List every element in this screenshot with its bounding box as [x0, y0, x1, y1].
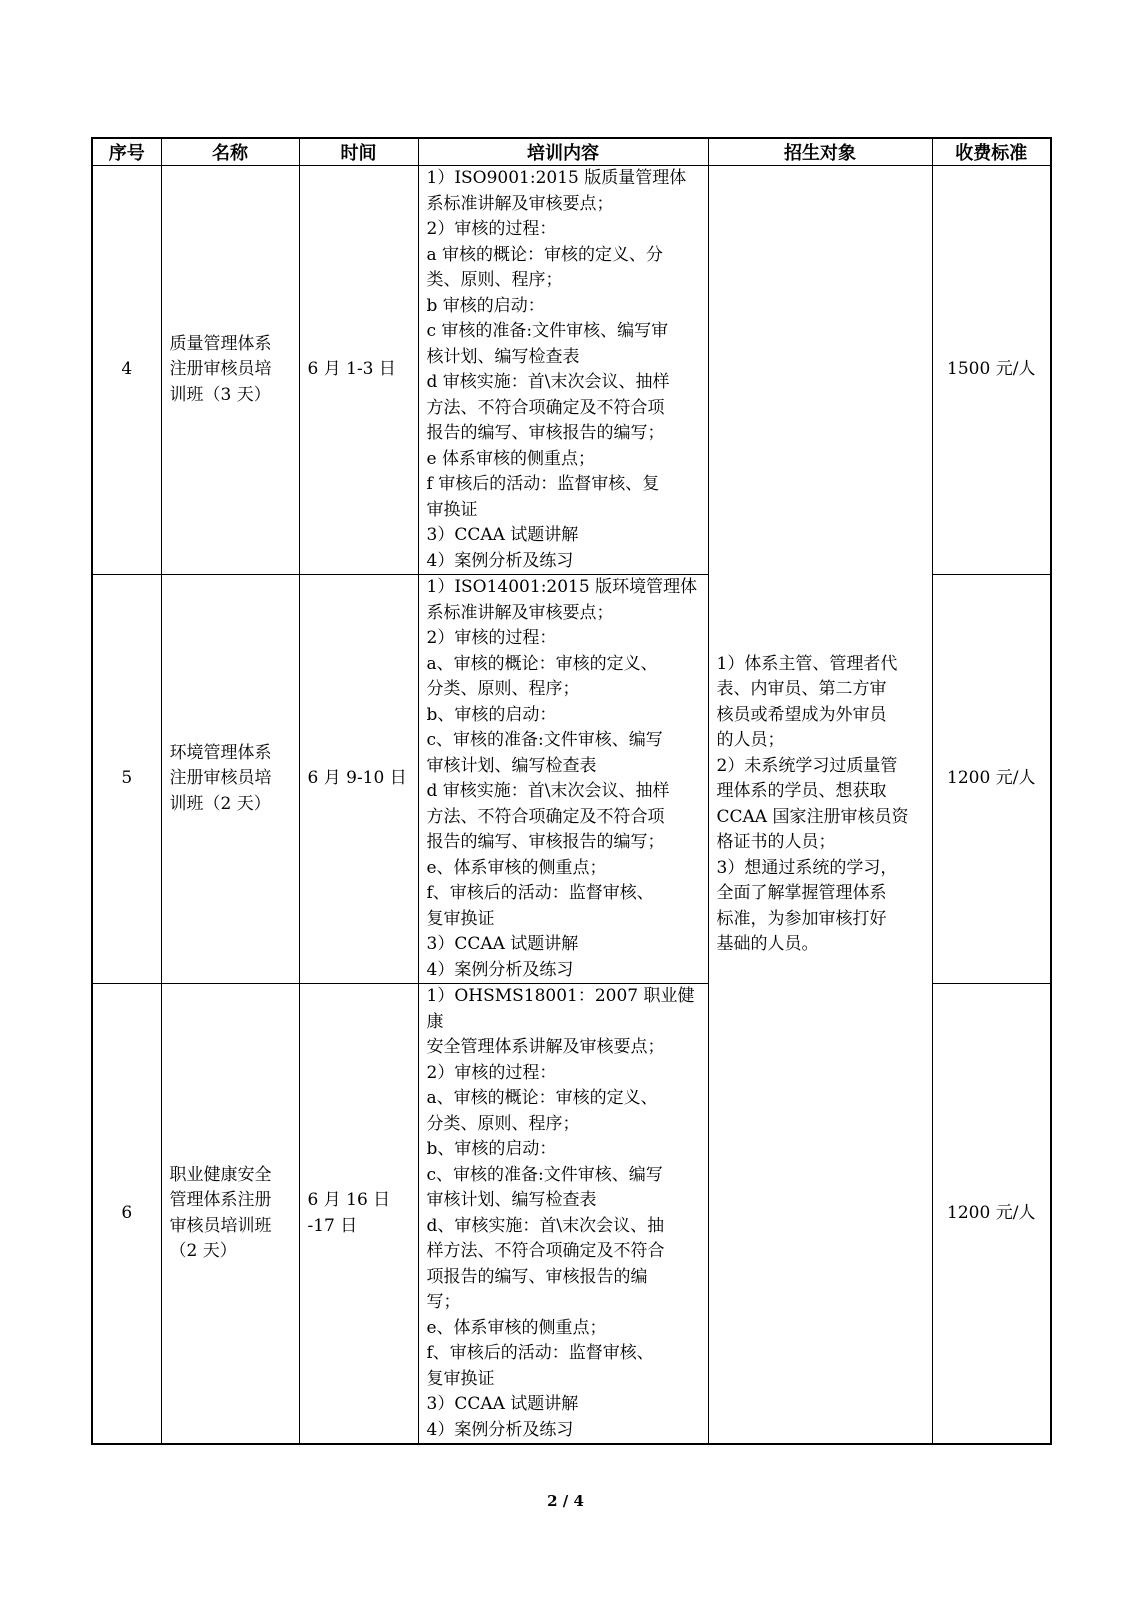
content-line: e、体系审核的侧重点；	[426, 1317, 607, 1338]
content-line: 报告的编写、审核报告的编写；	[426, 832, 665, 852]
course-content	[418, 575, 708, 984]
course-time-line: -17 日	[307, 1215, 358, 1236]
content-line: a 审核的概论：审核的定义、分	[426, 244, 664, 265]
content-line: 1）OHSMS18001：2007 职业健康	[426, 986, 695, 1032]
course-time-line: 6 月 9-10 日	[307, 768, 407, 789]
content-line: 2）审核的过程：	[426, 628, 557, 648]
page-number: 2 / 4	[547, 1492, 584, 1510]
content-line: 方法、不符合项确定及不符合项	[426, 397, 665, 418]
row-number: 5	[92, 575, 161, 984]
content-line: 安全管理体系讲解及审核要点；	[426, 1037, 665, 1057]
content-line: f、审核后的活动：监督审核、	[426, 883, 654, 903]
course-fee: 1500 元/人	[932, 166, 1051, 575]
target-line: 全面了解掌握管理体系	[716, 883, 887, 903]
course-name-line: 注册审核员培	[169, 359, 272, 380]
content-line: 2）审核的过程：	[426, 219, 557, 239]
content-line: b、审核的启动：	[426, 704, 557, 725]
course-name-line: 训班（2 天）	[169, 793, 271, 814]
target-line: 格证书的人员；	[716, 832, 836, 852]
content-line: d 审核实施：首\末次会议、抽样	[426, 372, 670, 392]
content-line: a、审核的概论：审核的定义、	[426, 1088, 658, 1108]
content-line: 分类、原则、程序；	[426, 679, 580, 699]
content-line: b 审核的启动：	[426, 295, 545, 316]
course-fee: 1200 元/人	[932, 984, 1051, 1445]
course-name-line: 审核员培训班	[169, 1215, 272, 1236]
course-name-line: 管理体系注册	[169, 1190, 272, 1210]
course-name	[161, 984, 299, 1445]
course-time-line: 6 月 16 日	[307, 1190, 391, 1210]
content-line: 项报告的编写、审核报告的编	[426, 1266, 648, 1287]
target-line: 3）想通过系统的学习，	[716, 857, 898, 878]
content-line: 核计划、编写检查表	[426, 346, 580, 367]
content-line: 4）案例分析及练习	[426, 959, 574, 980]
target-line: 表、内审员、第二方审	[716, 679, 887, 699]
content-line: 类、原则、程序；	[426, 270, 563, 290]
content-line: 2）审核的过程：	[426, 1062, 557, 1083]
content-line: 分类、原则、程序；	[426, 1113, 580, 1134]
target-line: CCAA 国家注册审核员资	[716, 806, 909, 827]
content-line: 审换证	[426, 499, 478, 520]
content-line: d 审核实施：首\末次会议、抽样	[426, 781, 670, 801]
header-content: 培训内容	[418, 138, 708, 166]
content-line: 系标准讲解及审核要点；	[426, 193, 614, 214]
target-line: 1）体系主管、管理者代	[716, 653, 898, 674]
content-line: 报告的编写、审核报告的编写；	[426, 423, 665, 443]
content-line: d、审核实施：首\末次会议、抽	[426, 1215, 665, 1236]
row-number: 6	[92, 984, 161, 1445]
content-line: a、审核的概论：审核的定义、	[426, 653, 658, 674]
target-line: 标准，为参加审核打好	[716, 908, 887, 929]
course-name	[161, 575, 299, 984]
content-line: b、审核的启动：	[426, 1139, 557, 1159]
content-line: 1）ISO9001:2015 版质量管理体	[426, 168, 687, 188]
content-line: 1）ISO14001:2015 版环境管理体	[426, 577, 698, 597]
enrollment-target	[708, 166, 932, 1445]
course-name-line: 职业健康安全	[169, 1164, 272, 1185]
course-name-line: （2 天）	[169, 1241, 237, 1261]
course-time	[299, 575, 418, 984]
content-line: 样方法、不符合项确定及不符合	[426, 1241, 665, 1261]
header-target: 招生对象	[708, 138, 932, 166]
header-fee: 收费标准	[932, 138, 1051, 166]
course-time	[299, 166, 418, 575]
content-line: c 审核的准备:文件审核、编写审	[426, 321, 669, 341]
content-line: 审核计划、编写检查表	[426, 1190, 597, 1210]
target-line: 2）未系统学习过质量管	[716, 755, 898, 776]
content-line: 3）CCAA 试题讲解	[426, 525, 579, 545]
course-content	[418, 984, 708, 1445]
header-time: 时间	[299, 138, 418, 166]
course-content	[418, 166, 708, 575]
row-number: 4	[92, 166, 161, 575]
table-header-row	[92, 138, 1051, 166]
course-name-line: 注册审核员培	[169, 768, 272, 789]
target-line: 核员或希望成为外审员	[716, 704, 887, 725]
content-line: 4）案例分析及练习	[426, 1419, 574, 1440]
course-table	[91, 137, 1052, 1445]
content-line: 复审换证	[426, 908, 495, 929]
content-line: e、体系审核的侧重点；	[426, 857, 607, 878]
table-row	[92, 166, 1051, 575]
header-no: 序号	[92, 138, 161, 166]
course-time-line: 6 月 1-3 日	[307, 359, 396, 380]
content-line: 系标准讲解及审核要点；	[426, 602, 614, 623]
course-name-line: 训班（3 天）	[169, 384, 271, 405]
content-line: 复审换证	[426, 1368, 495, 1389]
target-line: 基础的人员。	[716, 934, 819, 954]
content-line: c、审核的准备:文件审核、编写	[426, 1164, 663, 1185]
content-line: e 体系审核的侧重点；	[426, 448, 595, 469]
content-line: 4）案例分析及练习	[426, 550, 574, 571]
content-line: f 审核后的活动：监督审核、复	[426, 474, 660, 494]
content-line: 审核计划、编写检查表	[426, 755, 597, 776]
target-line: 的人员；	[716, 730, 785, 750]
target-line: 理体系的学员、想获取	[716, 781, 887, 801]
course-name-line: 环境管理体系	[169, 742, 272, 763]
course-name	[161, 166, 299, 575]
content-line: 3）CCAA 试题讲解	[426, 1394, 579, 1414]
content-line: 3）CCAA 试题讲解	[426, 934, 579, 954]
content-line: c、审核的准备:文件审核、编写	[426, 730, 663, 750]
content-line: 写；	[426, 1292, 461, 1312]
header-name: 名称	[161, 138, 299, 166]
course-time	[299, 984, 418, 1445]
content-line: 方法、不符合项确定及不符合项	[426, 806, 665, 827]
course-fee: 1200 元/人	[932, 575, 1051, 984]
course-name-line: 质量管理体系	[169, 333, 272, 354]
content-line: f、审核后的活动：监督审核、	[426, 1343, 654, 1363]
